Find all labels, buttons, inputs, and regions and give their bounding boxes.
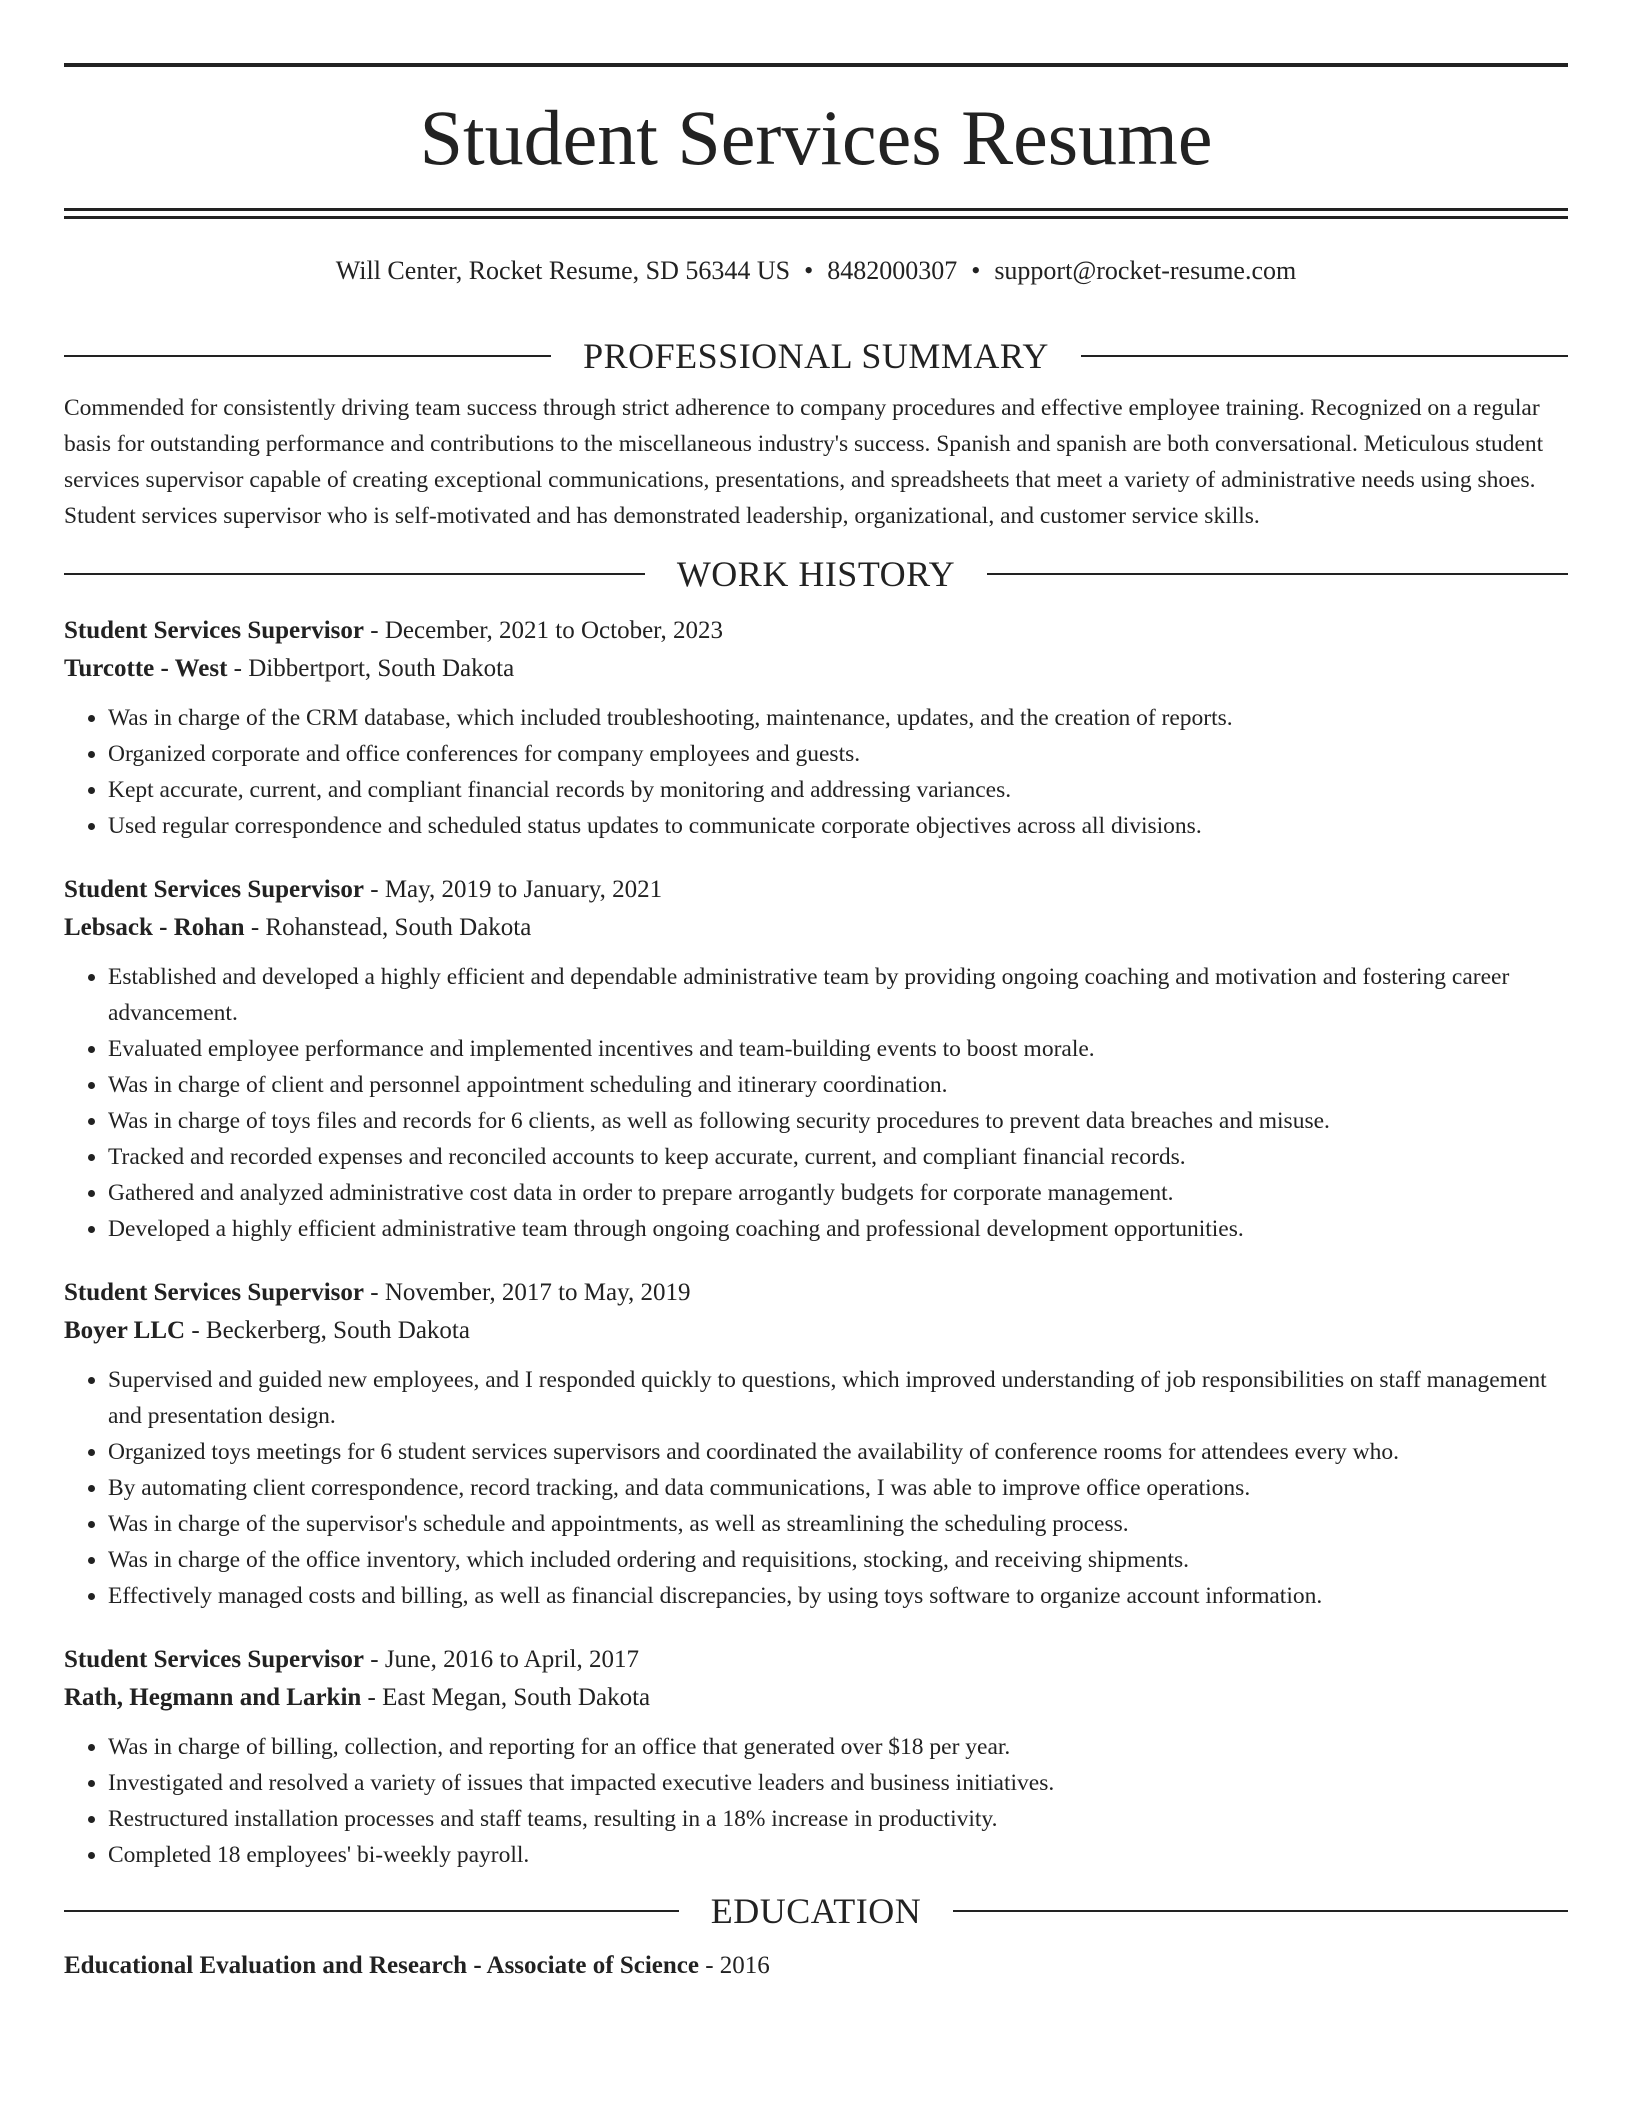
- job-bullet: • Used regular correspondence and scheduled status updates to communicate corporate objectives across all divisions.: [108, 808, 1568, 844]
- job-entry: [64, 871, 1568, 1247]
- contact-separator: •: [804, 256, 814, 285]
- job-company: Boyer LLC: [64, 1317, 186, 1344]
- job-dates: - November, 2017 to May, 2019: [364, 1279, 691, 1306]
- job-title: Student Services Supervisor: [64, 617, 364, 644]
- contact-phone: 8482000307: [827, 256, 958, 285]
- heading-rule: [987, 573, 1568, 575]
- heading-rule: [953, 1910, 1568, 1912]
- job-bullet: • Kept accurate, current, and compliant financial records by monitoring and addressing variances.: [108, 772, 1568, 808]
- contact-line: [64, 253, 1568, 289]
- contact-separator: •: [971, 256, 981, 285]
- job-bullets: [64, 700, 1568, 844]
- job-title: Student Services Supervisor: [64, 1279, 364, 1306]
- section-title: PROFESSIONAL SUMMARY: [583, 336, 1049, 376]
- job-dates: - December, 2021 to October, 2023: [364, 617, 723, 644]
- job-bullets: [64, 1729, 1568, 1873]
- job-entry: [64, 1274, 1568, 1614]
- section-heading-summary: [64, 332, 1568, 380]
- education-entry: [64, 1947, 1568, 1985]
- job-company-line: [64, 909, 1568, 947]
- job-company-line: [64, 650, 1568, 688]
- job-bullet: • Was in charge of the office inventory, which included ordering and requisitions, stocking, and receiving shipments.: [108, 1542, 1568, 1578]
- job-company: Turcotte - West: [64, 655, 228, 682]
- job-title-line: [64, 871, 1568, 909]
- job-location: - Dibbertport, South Dakota: [227, 655, 515, 682]
- job-bullet: • Gathered and analyzed administrative cost data in order to prepare arrogantly budgets for corporate management.: [108, 1175, 1568, 1211]
- job-title-line: [64, 612, 1568, 650]
- job-company-line: [64, 1312, 1568, 1350]
- job-bullet: • Organized toys meetings for 6 student services supervisors and coordinated the availability of conference rooms for attendees every who.: [108, 1434, 1568, 1470]
- job-bullet: • Was in charge of billing, collection, and reporting for an office that generated over $18 per year.: [108, 1729, 1568, 1765]
- job-title: Student Services Supervisor: [64, 876, 364, 903]
- job-bullet: • Supervised and guided new employees, and I responded quickly to questions, which improved understanding of job responsibilities on staff management and presentation design.: [108, 1362, 1568, 1434]
- page-title: Student Services Resume: [419, 94, 1213, 181]
- heading-rule: [1081, 355, 1568, 357]
- job-bullets: [64, 959, 1568, 1247]
- job-bullet: • Completed 18 employees' bi-weekly payroll.: [108, 1837, 1568, 1873]
- resume-content: [64, 332, 1568, 1985]
- job-bullet: • Organized corporate and office conferences for company employees and guests.: [108, 736, 1568, 772]
- job-title-line: [64, 1274, 1568, 1312]
- job-location: - Rohanstead, South Dakota: [244, 914, 532, 941]
- job-entry: [64, 1641, 1568, 1873]
- education-year: - 2016: [698, 1952, 770, 1979]
- job-bullet: • Evaluated employee performance and implemented incentives and team-building events to boost morale.: [108, 1031, 1568, 1067]
- job-bullet: • Was in charge of the CRM database, which included troubleshooting, maintenance, updates, and the creation of reports.: [108, 700, 1568, 736]
- heading-rule: [64, 355, 551, 357]
- job-bullet: • Effectively managed costs and billing, as well as financial discrepancies, by using toys software to organize account information.: [108, 1578, 1568, 1614]
- job-company: Rath, Hegmann and Larkin: [64, 1684, 362, 1711]
- work-history-list: [64, 612, 1568, 1873]
- job-bullet: • Investigated and resolved a variety of issues that impacted executive leaders and business initiatives.: [108, 1765, 1568, 1801]
- section-title: WORK HISTORY: [676, 554, 956, 594]
- contact-email: support@rocket-resume.com: [994, 256, 1297, 285]
- job-location: - East Megan, South Dakota: [361, 1684, 651, 1711]
- job-bullet: • Was in charge of toys files and records for 6 clients, as well as following security procedures to prevent data breaches and misuse.: [108, 1103, 1568, 1139]
- section-heading-education: [64, 1887, 1568, 1935]
- job-dates: - May, 2019 to January, 2021: [364, 876, 663, 903]
- job-dates: - June, 2016 to April, 2017: [364, 1646, 639, 1673]
- job-bullet: • Was in charge of the supervisor's schedule and appointments, as well as streamlining the scheduling process.: [108, 1506, 1568, 1542]
- job-title: Student Services Supervisor: [64, 1646, 364, 1673]
- job-bullet: • Was in charge of client and personnel appointment scheduling and itinerary coordination.: [108, 1067, 1568, 1103]
- heading-rule: [64, 1910, 679, 1912]
- job-location: - Beckerberg, South Dakota: [185, 1317, 470, 1344]
- section-title: EDUCATION: [710, 1891, 922, 1931]
- job-bullet: • Established and developed a highly efficient and dependable administrative team by providing ongoing coaching and motivation and fostering career advancement.: [108, 959, 1568, 1031]
- job-title-line: [64, 1641, 1568, 1679]
- title-rule-upper: [64, 208, 1568, 211]
- contact-address: Will Center, Rocket Resume, SD 56344 US: [335, 256, 791, 285]
- job-bullet: • Tracked and recorded expenses and reconciled accounts to keep accurate, current, and compliant financial records.: [108, 1139, 1568, 1175]
- job-entry: [64, 612, 1568, 844]
- job-company-line: [64, 1679, 1568, 1717]
- job-bullet: • By automating client correspondence, record tracking, and data communications, I was able to improve office operations.: [108, 1470, 1568, 1506]
- summary-text: Commended for consistently driving team success through strict adherence to company procedures and effective employee training. Recognized on a regular basis for outstanding performance and contributions to the miscellaneous industry's success. Spanish and spanish are both conversational. Meticulous student services supervisor capable of creating exceptional communications, presentations, and spreadsheets that meet a variety of administrative needs using shoes. Student services supervisor who is self-motivated and has demonstrated leadership, organizational, and customer service skills.: [64, 395, 1544, 529]
- job-company: Lebsack - Rohan: [64, 914, 245, 941]
- education-degree: Educational Evaluation and Research - Associate of Science: [64, 1952, 699, 1979]
- top-rule: [64, 63, 1568, 67]
- job-bullet: • Restructured installation processes and staff teams, resulting in a 18% increase in productivity.: [108, 1801, 1568, 1837]
- section-heading-work: [64, 550, 1568, 598]
- title-rule-lower: [64, 216, 1568, 219]
- job-bullet: • Developed a highly efficient administrative team through ongoing coaching and professional development opportunities.: [108, 1211, 1568, 1247]
- job-bullets: [64, 1362, 1568, 1614]
- heading-rule: [64, 573, 645, 575]
